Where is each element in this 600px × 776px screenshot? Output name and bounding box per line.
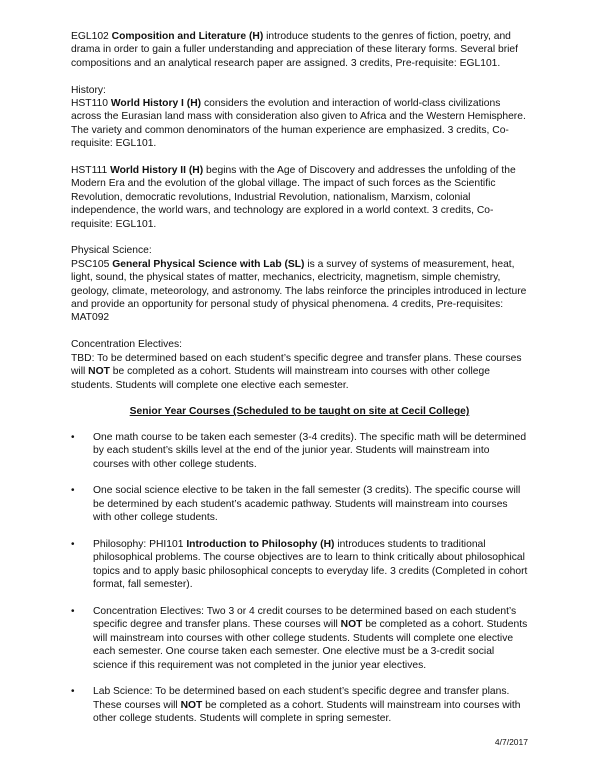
course-code: EGL102 [71, 31, 112, 42]
list-item-social-science [71, 484, 528, 524]
section-label-concentration-electives: Concentration Electives: [71, 339, 183, 351]
course-code: HST111 [71, 165, 111, 177]
course-title: Composition and Literature (H) [111, 31, 264, 42]
course-title: General Physical Science with Lab (SL) [112, 258, 305, 270]
course-hst111 [71, 164, 528, 231]
emphasis-not: NOT [88, 366, 110, 378]
section-label-physical-science: Physical Science: [71, 245, 152, 257]
list-item-text: One math course to be taken each semester (3-4 credits). The specific math will be determined by each student’s skills level at the end of the junior year. Students will mainstream into courses with other college students. [93, 431, 527, 470]
concentration-electives-text: TBD: To be determined based on each student’s specific degree and transfer plans. These courses will NOT be completed as a cohort. Students will mainstream into courses with other college students. Students will complete one elective each semester. [71, 352, 522, 391]
course-hst110 [71, 97, 528, 151]
bullet-icon: • [71, 538, 75, 550]
bullet-icon: • [71, 485, 75, 497]
senior-course-list [71, 431, 528, 726]
course-psc105 [71, 258, 528, 325]
course-title: Introduction to Philosophy (H) [186, 538, 335, 550]
course-description: introduce students to the genres of fiction, poetry, and drama in order to gain a fuller understanding and appreciation of these literary forms. Several brief compositions and an analytical research paper are assigned. 3 credits, Pre-requisite: EGL101. [71, 31, 519, 69]
course-title: World History II (H) [110, 165, 204, 177]
list-item-text: One social science elective to be taken in the fall semester (3 credits). The specific course will be determined by each student’s academic pathway. Students will mainstream into courses with other college students. [93, 485, 521, 524]
list-item-concentration-electives [71, 605, 528, 672]
course-title: World History I (H) [110, 98, 202, 110]
course-description: considers the evolution and interaction of world-class civilizations across the Eurasian land mass with consideration also given to Africa and the Western Hemisphere. The variety and common denominators of the human experience are emphasized. 3 credits, Co-requisite: EGL101. [71, 98, 526, 150]
list-item-philosophy [71, 538, 528, 592]
bullet-icon: • [71, 605, 75, 617]
bullet-icon: • [71, 431, 75, 443]
list-item-math [71, 431, 528, 471]
footer-date: 4/7/2017 [494, 737, 528, 747]
list-item-text: Philosophy: PHI101 Introduction to Philosophy (H) introduces students to traditional philosophical problems. The course objectives are to learn to think critically about philosophical topics and to apply basic philosophical concepts to everyday life. 3 credits (Completed in cohort format, fall semester). [93, 538, 528, 591]
section-label-history: History: [71, 84, 106, 96]
list-item-text: Lab Science: To be determined based on each student’s specific degree and transfer plans. These courses will NOT be completed as a cohort. Students will mainstream into courses with other college students. Students will complete in spring semester. [93, 686, 521, 725]
list-item-text: Concentration Electives: Two 3 or 4 credit courses to be determined based on each student’s specific degree and transfer plans. These courses will NOT be completed as a cohort. Students will mainstream into courses with other college students. Students will complete one elective each semester. One course taken each semester. One elective must be a 3-credit social science if this requirement was not completed in the junior year electives. [93, 605, 528, 671]
senior-year-heading: Senior Year Courses (Scheduled to be taught on site at Cecil College) [129, 406, 470, 418]
bullet-icon: • [71, 686, 75, 698]
emphasis-not: NOT [340, 619, 363, 631]
course-code: HST110 [71, 98, 111, 110]
course-code: PSC105 [71, 258, 113, 270]
emphasis-not: NOT [180, 699, 203, 711]
course-description: begins with the Age of Discovery and addresses the unfolding of the Modern Era and the evolution of the global village. The impact of such forces as the Scientific Revolution, democratic revolutions, Industrial Revolution, nationalism, Marxism, colonial independence, the world wars, and technology are explored in a world context. 3 credits, Co-requisite: EGL101. [71, 165, 516, 230]
list-item-lab-science [71, 685, 528, 725]
course-description: is a survey of systems of measurement, heat, light, sound, the physical states of matter, mechanics, electricity, magnetism, simple chemistry, geology, climate, meteorology, and astronomy. The labs reinforce the principles introduced in lecture and provide an opportunity for personal study of physical phenomena. 4 credits, Pre-requisites: MAT092 [71, 258, 527, 324]
course-egl102 [71, 30, 528, 70]
